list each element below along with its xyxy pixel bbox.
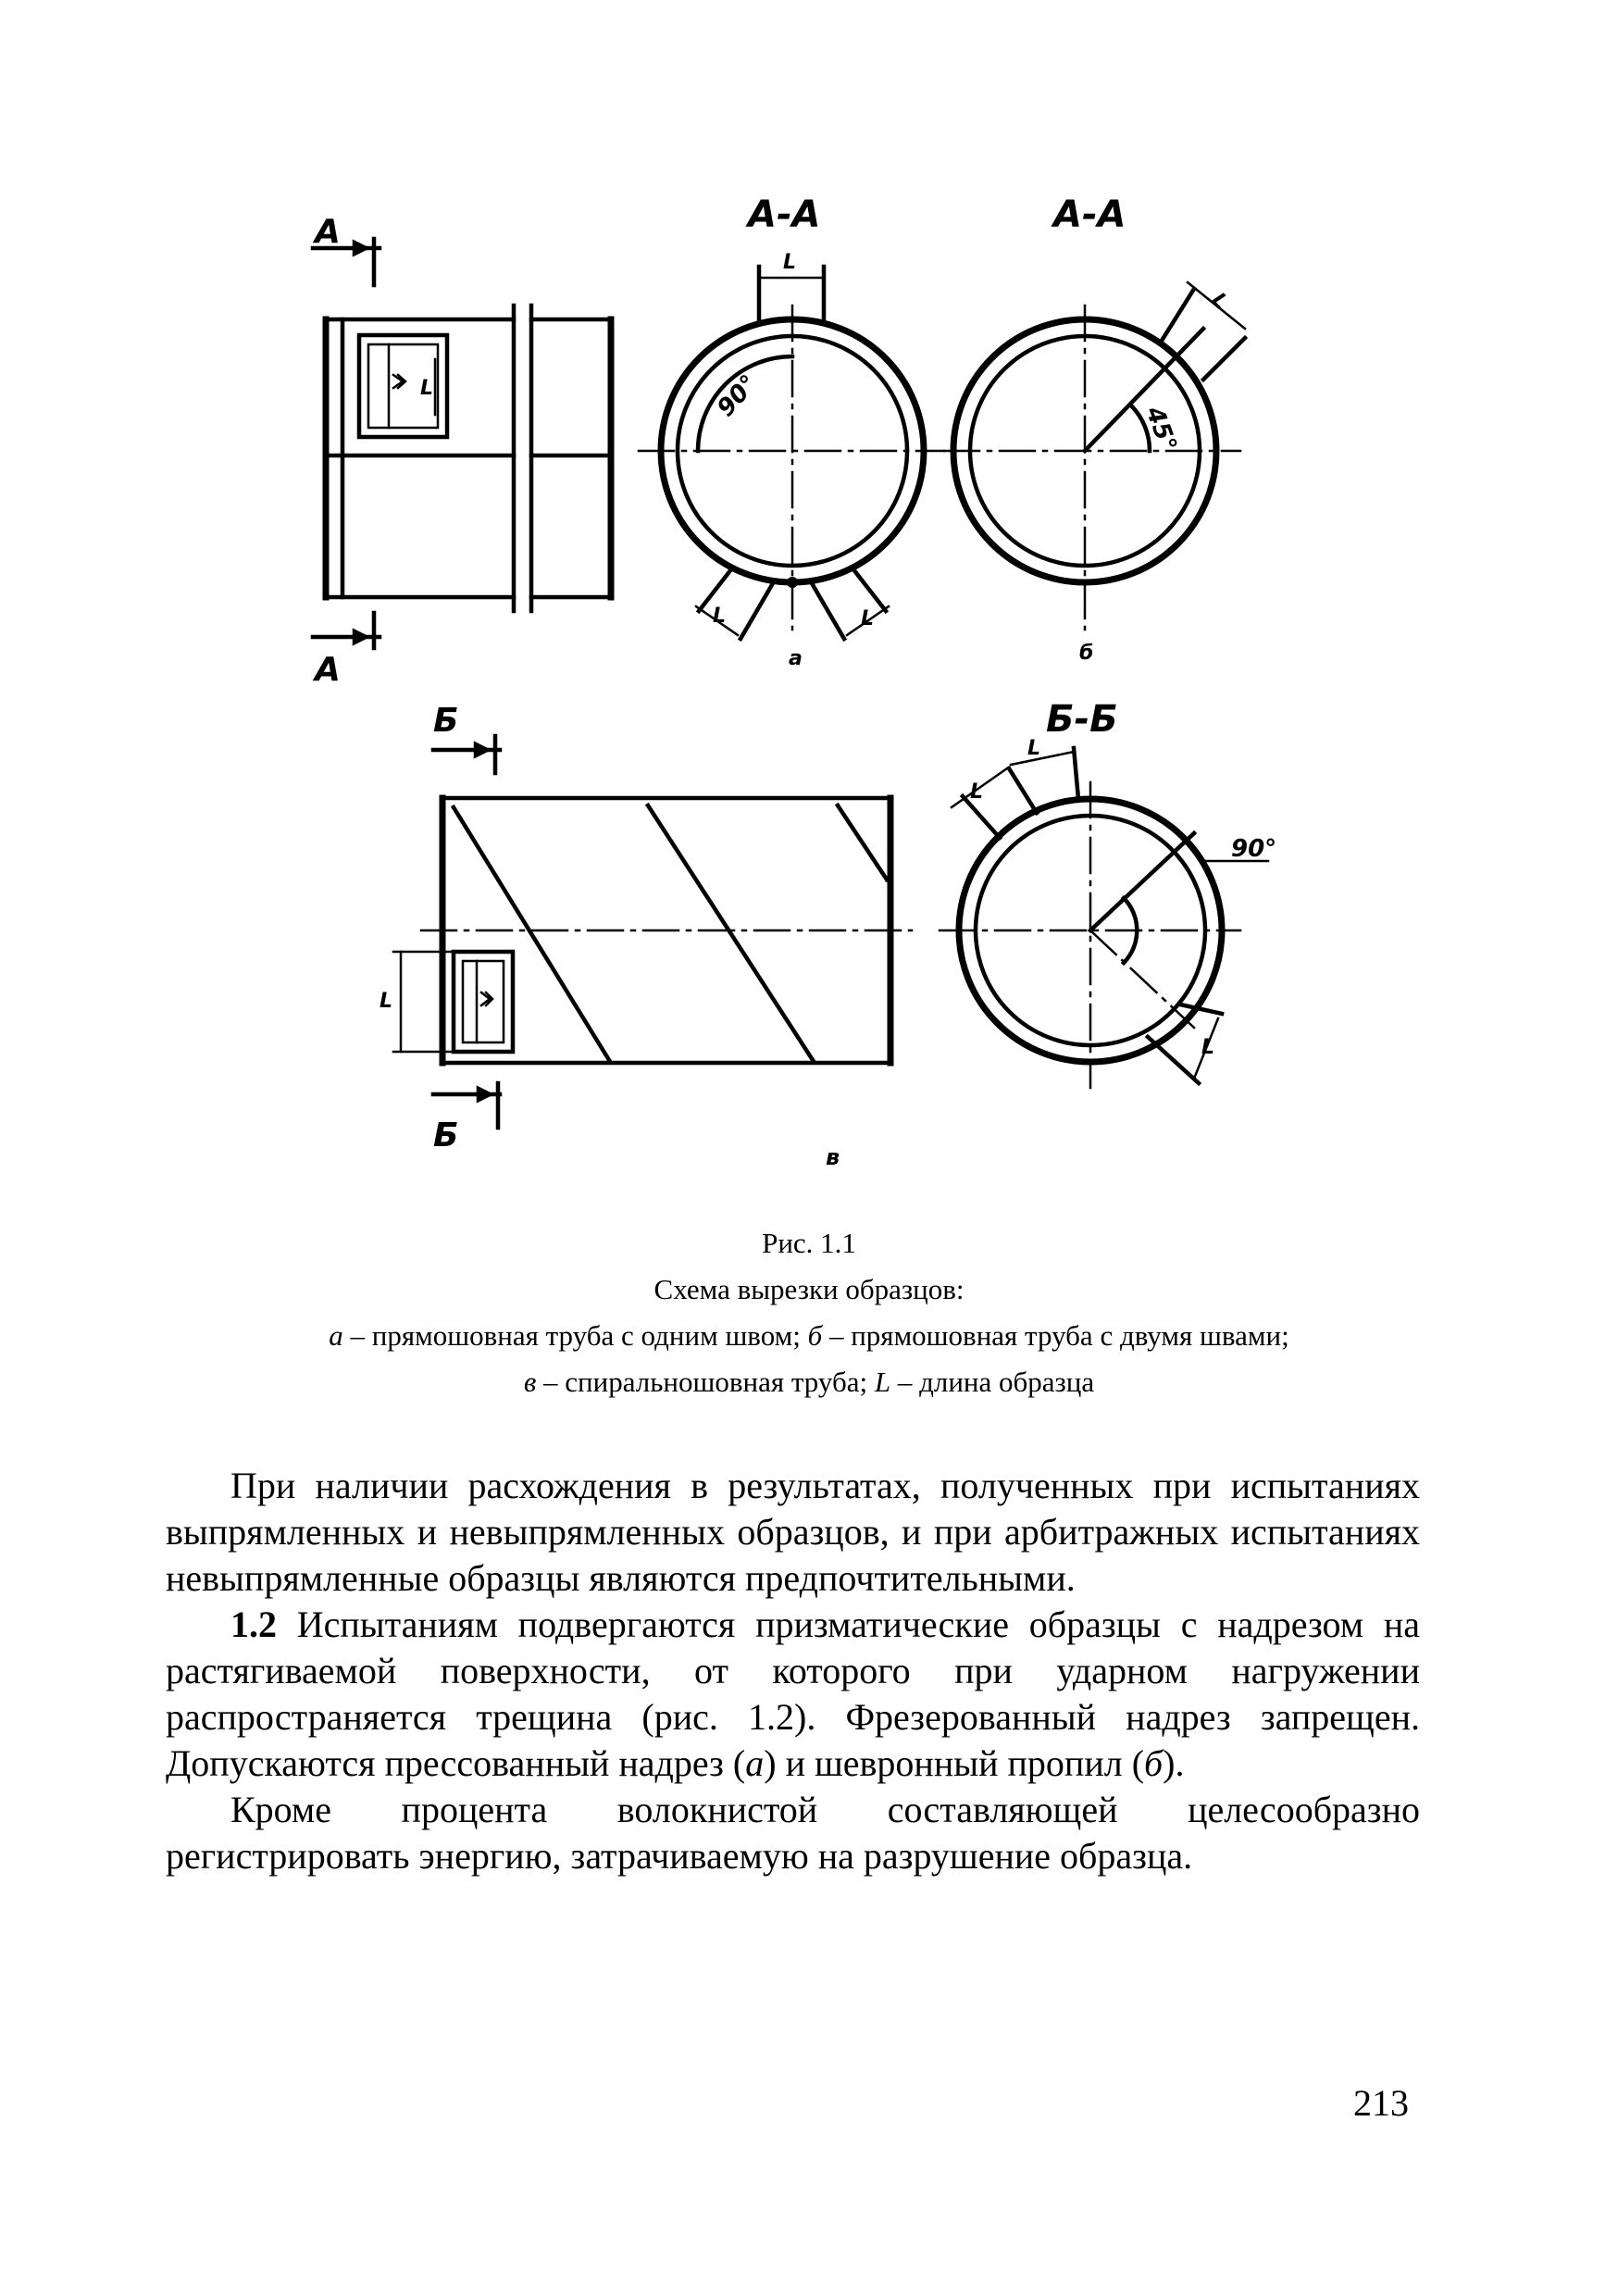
cut-label-a-top: А <box>315 213 341 251</box>
caption-seg-v: в <box>523 1366 537 1398</box>
section-aa-two-seams <box>944 193 1245 665</box>
section-aa-one-seam <box>639 193 944 670</box>
section-bb-spiral <box>940 698 1276 1088</box>
section-bb-title: Б-Б <box>1046 698 1118 741</box>
angle-45-label: 45° <box>1139 403 1182 455</box>
paragraph-2-text-a: Испытаниям подвергаются призматические образцы с надрезом на растягиваемой поверхности, от которого при ударном нагружении распространяется трещина (рис. 1.2). Фрезерованный надрез запрещен. Допускаются прессованный надрез ( <box>166 1603 1420 1784</box>
sub-label-b: б <box>1079 642 1094 665</box>
cut-label-b-top: Б <box>433 702 459 740</box>
caption-seg-a-desc: – прямошовная труба с одним швом; <box>342 1319 808 1352</box>
paragraph-2-text-c: ). <box>1163 1742 1185 1784</box>
body-text <box>166 1463 1420 1879</box>
section-number-1-2: 1.2 <box>230 1603 277 1645</box>
figure-caption <box>0 1220 1618 1405</box>
caption-seg-l-desc: – длина образца <box>890 1366 1095 1398</box>
figure-title: Схема вырезки образцов: <box>653 1273 965 1305</box>
dim-l-top: L <box>783 251 797 274</box>
dim-l-bottom-right: L <box>861 607 875 630</box>
paragraph-2-ref-a: а <box>745 1742 765 1784</box>
angle-90-spiral-label: 90° <box>1231 835 1277 863</box>
dim-l-spiral-sample: L <box>380 990 393 1013</box>
paragraph-3: Кроме процента волокнистой составляющей целесообразно регистрировать энергию, затрачиваемую на разрушение образца. <box>166 1789 1420 1877</box>
sub-label-a: а <box>789 647 803 670</box>
figure-number: Рис. 1.1 <box>762 1227 856 1259</box>
angle-90-label: 90° <box>712 369 764 423</box>
dim-l-bb-top-left: L <box>970 780 984 804</box>
caption-seg-b-desc: – прямошовная труба с двумя швами; <box>822 1319 1289 1352</box>
paragraph-2-text-b: ) и шевронный пропил ( <box>764 1742 1145 1784</box>
dim-l-bottom-left: L <box>713 605 727 628</box>
section-aa-title-right: А-А <box>1053 193 1126 236</box>
sub-label-v: в <box>826 1144 840 1170</box>
caption-seg-l: L <box>874 1366 891 1398</box>
paragraph-1: При наличии расхождения в результатах, полученных при испытаниях выпрямленных и невыпрямленных образцов, и при арбитражных испытаниях невыпрямленные образцы являются предпочтительными. <box>166 1465 1420 1599</box>
dim-l-bb-top: L <box>1027 737 1041 760</box>
paragraph-2-ref-b: б <box>1144 1742 1164 1784</box>
page-number: 213 <box>1353 2082 1409 2124</box>
cut-label-b-bottom: Б <box>433 1117 459 1154</box>
sample-length-label: L <box>420 377 434 400</box>
pipe-side-view-a <box>312 213 611 689</box>
pipe-side-view-v <box>380 702 912 1170</box>
caption-line-1 <box>0 1313 1618 1359</box>
caption-seg-b: б <box>807 1319 823 1352</box>
cut-label-a-bottom: А <box>315 651 341 689</box>
caption-seg-a: а <box>329 1319 343 1352</box>
dim-l-bb-bottom: L <box>1201 1036 1215 1059</box>
paragraph-2 <box>166 1602 1420 1787</box>
caption-line-2 <box>0 1359 1618 1405</box>
dim-l-top-right: L <box>1206 288 1233 315</box>
caption-seg-v-desc: – спиральношовная труба; <box>536 1366 875 1398</box>
section-aa-title-left: А-А <box>748 193 821 236</box>
